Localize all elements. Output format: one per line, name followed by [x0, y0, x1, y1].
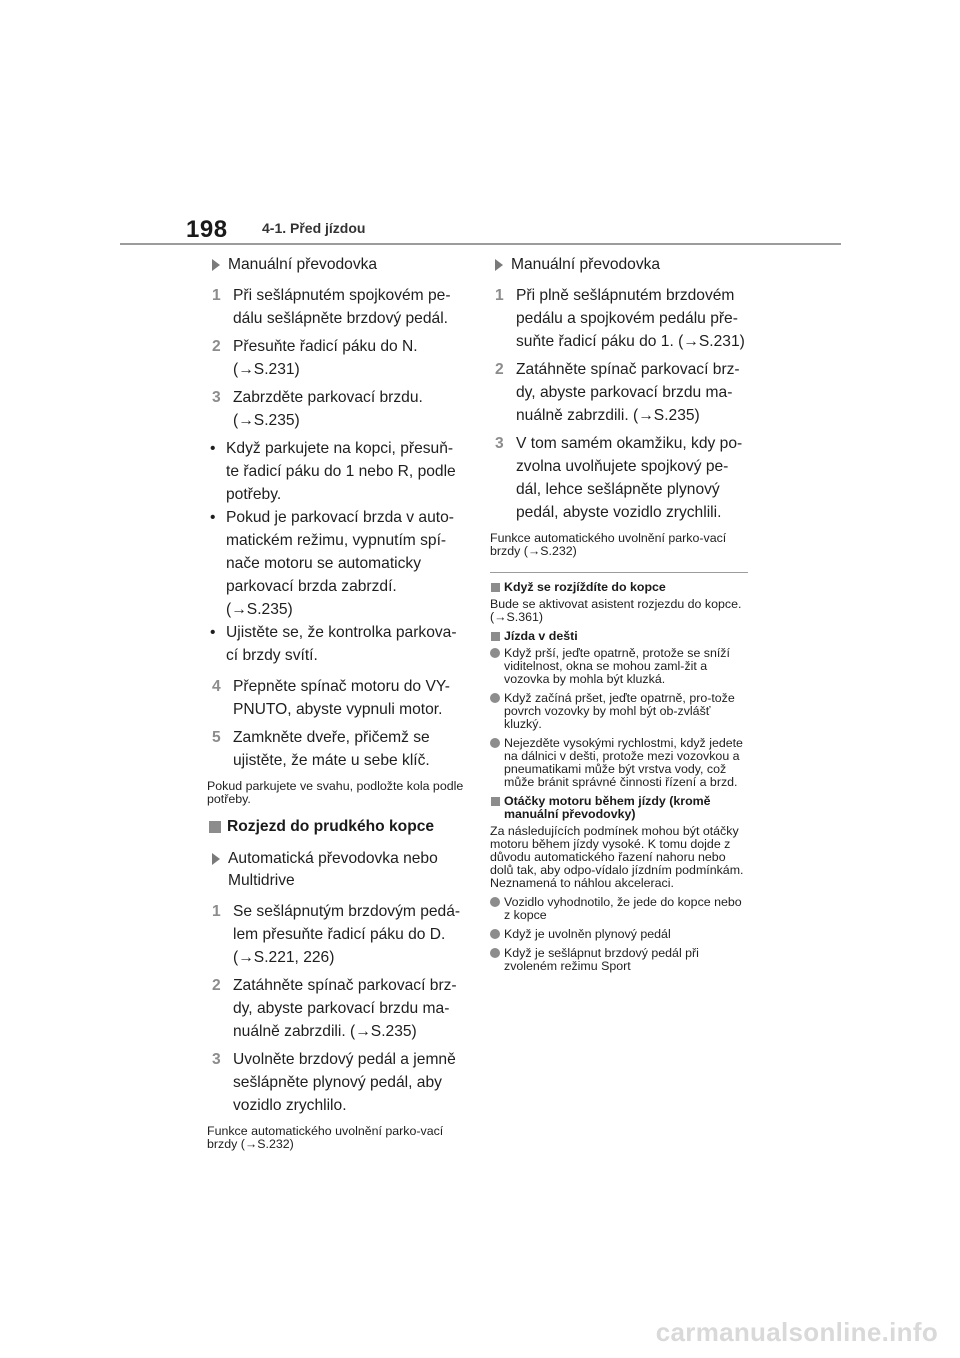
right-column: [490, 254, 748, 979]
heading-text: Manuální převodovka: [228, 256, 378, 273]
watermark: carmanualsonline.info: [655, 1317, 938, 1347]
item-text: Když prší, jeďte opatrně, protože se sníží viditelnost, okna se mohou zaml-žit a vozovka by mohla být kluzká.: [504, 646, 730, 686]
heading-text: Jízda v dešti: [504, 629, 578, 643]
list-item: [490, 896, 748, 922]
circle-bullet-icon: [490, 897, 500, 907]
hill-start-heading: [207, 816, 465, 838]
parking-note: Pokud parkujete ve svahu, podložte kola podle potřeby.: [207, 779, 464, 806]
triangle-bullet-icon: [212, 259, 220, 271]
item-text: Když začíná pršet, jeďte opatrně, pro-tože povrch vozovky by mohl být ob-zvlášť kluzký.: [504, 691, 735, 731]
step-text: V tom samém okamžiku, kdy po-zvolna uvolňujete spojkový pe-dál, lehce sešlápněte plynový pedál, abyste vozidlo zrychlili.: [516, 435, 743, 521]
step-text: Zabrzděte parkovací brzdu. (→S.235): [233, 389, 423, 429]
square-bullet-icon: [491, 797, 500, 806]
bullet-item: [207, 506, 465, 621]
step-item: [207, 974, 465, 1043]
triangle-bullet-icon: [495, 259, 503, 271]
bullet-item: [207, 621, 465, 667]
uphill-start-heading: [490, 581, 748, 594]
step-text: Se sešlápnutým brzdovým pedá-lem přesuňte řadicí páku do D. (→S.221, 226): [233, 903, 461, 966]
bullet-item: [207, 437, 465, 506]
step-item: [490, 358, 748, 427]
step-number: 1: [212, 903, 221, 920]
page-number: 198: [186, 216, 228, 243]
list-item: [490, 737, 748, 789]
step-text: Zatáhněte spínač parkovací brz-dy, abyste parkovací brzdu ma-nuálně zabrzdili. (→S.235): [516, 361, 740, 424]
heading-text: Rozjezd do prudkého kopce: [227, 818, 435, 835]
circle-bullet-icon: [490, 738, 500, 748]
square-bullet-icon: [209, 821, 221, 833]
header-rule: [120, 243, 841, 245]
step-number: 1: [212, 287, 221, 304]
step-number: 5: [212, 729, 221, 746]
circle-bullet-icon: [490, 693, 500, 703]
step-number: 3: [212, 389, 221, 406]
list-item: [490, 692, 748, 731]
item-text: Když je sešlápnut brzdový pedál při zvoleném režimu Sport: [504, 946, 699, 973]
step-item: [207, 284, 465, 330]
list-item: [490, 647, 748, 686]
rain-driving-heading: [490, 630, 748, 643]
bullet-text: Ujistěte se, že kontrolka parkova-cí brzdy svítí.: [226, 624, 457, 664]
step-item: [207, 1048, 465, 1117]
circle-bullet-icon: [490, 648, 500, 658]
heading-text: Automatická převodovka nebo Multidrive: [228, 850, 438, 889]
section-divider: [490, 572, 748, 573]
auto-release-note: Funkce automatického uvolnění parko-vací brzdy (→S.232): [207, 1124, 444, 1151]
heading-text: Manuální převodovka: [511, 256, 661, 273]
triangle-bullet-icon: [212, 853, 220, 865]
step-number: 3: [212, 1051, 221, 1068]
step-item: [490, 432, 748, 524]
step-text: Zatáhněte spínač parkovací brz-dy, abyste parkovací brzdu ma-nuálně zabrzdili. (→S.235): [233, 977, 457, 1040]
step-number: 2: [212, 977, 221, 994]
step-text: Zamkněte dveře, přičemž se ujistěte, že máte u sebe klíč.: [233, 729, 430, 769]
bullet-dot: •: [210, 624, 216, 641]
step-item: [207, 335, 465, 381]
list-item: [490, 928, 748, 941]
step-number: 1: [495, 287, 504, 304]
left-column: [207, 254, 465, 1161]
step-text: Uvolněte brzdový pedál a jemně sešlápněte plynový pedál, aby vozidlo zrychlilo.: [233, 1051, 456, 1114]
auto-release-note: Funkce automatického uvolnění parko-vací brzdy (→S.232): [490, 531, 727, 558]
step-text: Při plně sešlápnutém brzdovém pedálu a spojkovém pedálu pře-suňte řadicí páku do 1. (→S.231): [516, 287, 745, 350]
heading-text: Otáčky motoru během jízdy (kromě manuální převodovky): [504, 794, 711, 821]
circle-bullet-icon: [490, 929, 500, 939]
uphill-start-text: Bude se aktivovat asistent rozjezdu do kopce. (→S.361): [490, 597, 742, 624]
step-item: [490, 284, 748, 353]
step-item: [207, 900, 465, 969]
step-item: [207, 675, 465, 721]
step-text: Přepněte spínač motoru do VY-PNUTO, abyste vypnuli motor.: [233, 678, 451, 718]
manual-transmission-heading: [490, 254, 748, 276]
manual-transmission-heading: [207, 254, 465, 276]
square-bullet-icon: [491, 632, 500, 641]
item-text: Když je uvolněn plynový pedál: [504, 927, 671, 941]
step-number: 2: [495, 361, 504, 378]
heading-text: Když se rozjíždíte do kopce: [504, 580, 666, 594]
item-text: Vozidlo vyhodnotilo, že jede do kopce nebo z kopce: [504, 895, 742, 922]
step-text: Přesuňte řadicí páku do N. (→S.231): [233, 338, 418, 378]
automatic-transmission-heading: [207, 848, 465, 892]
bullet-text: Pokud je parkovací brzda v auto-matickém režimu, vypnutím spí-nače motoru se automaticky parkovací brzda zabrzdí. (→S.235): [226, 509, 454, 618]
step-number: 4: [212, 678, 221, 695]
step-item: [207, 386, 465, 432]
step-item: [207, 726, 465, 772]
circle-bullet-icon: [490, 948, 500, 958]
bullet-text: Když parkujete na kopci, přesuň-te řadicí páku do 1 nebo R, podle potřeby.: [226, 440, 456, 503]
section-title: 4-1. Před jízdou: [262, 220, 366, 236]
item-text: Nejezděte vysokými rychlostmi, když jedete na dálnici v dešti, protože mezi vozovkou a pneumatikami může být vrstva vody, což může bránit správné činnosti řízení a brzd.: [504, 736, 743, 789]
step-text: Při sešlápnutém spojkovém pe-dálu sešlápněte brzdový pedál.: [233, 287, 451, 327]
engine-speed-text: Za následujících podmínek mohou být otáčky motoru během jízdy vysoké. K tomu dojde z důvodu automatického řazení nahoru nebo dolů tak, aby odpo-vídalo jízdním podmínkám. Neznamená to náhlou akceleraci.: [490, 824, 744, 890]
bullet-dot: •: [210, 509, 216, 526]
square-bullet-icon: [491, 583, 500, 592]
bullet-dot: •: [210, 440, 216, 457]
step-number: 2: [212, 338, 221, 355]
list-item: [490, 947, 748, 973]
engine-speed-heading: [490, 795, 748, 821]
step-number: 3: [495, 435, 504, 452]
